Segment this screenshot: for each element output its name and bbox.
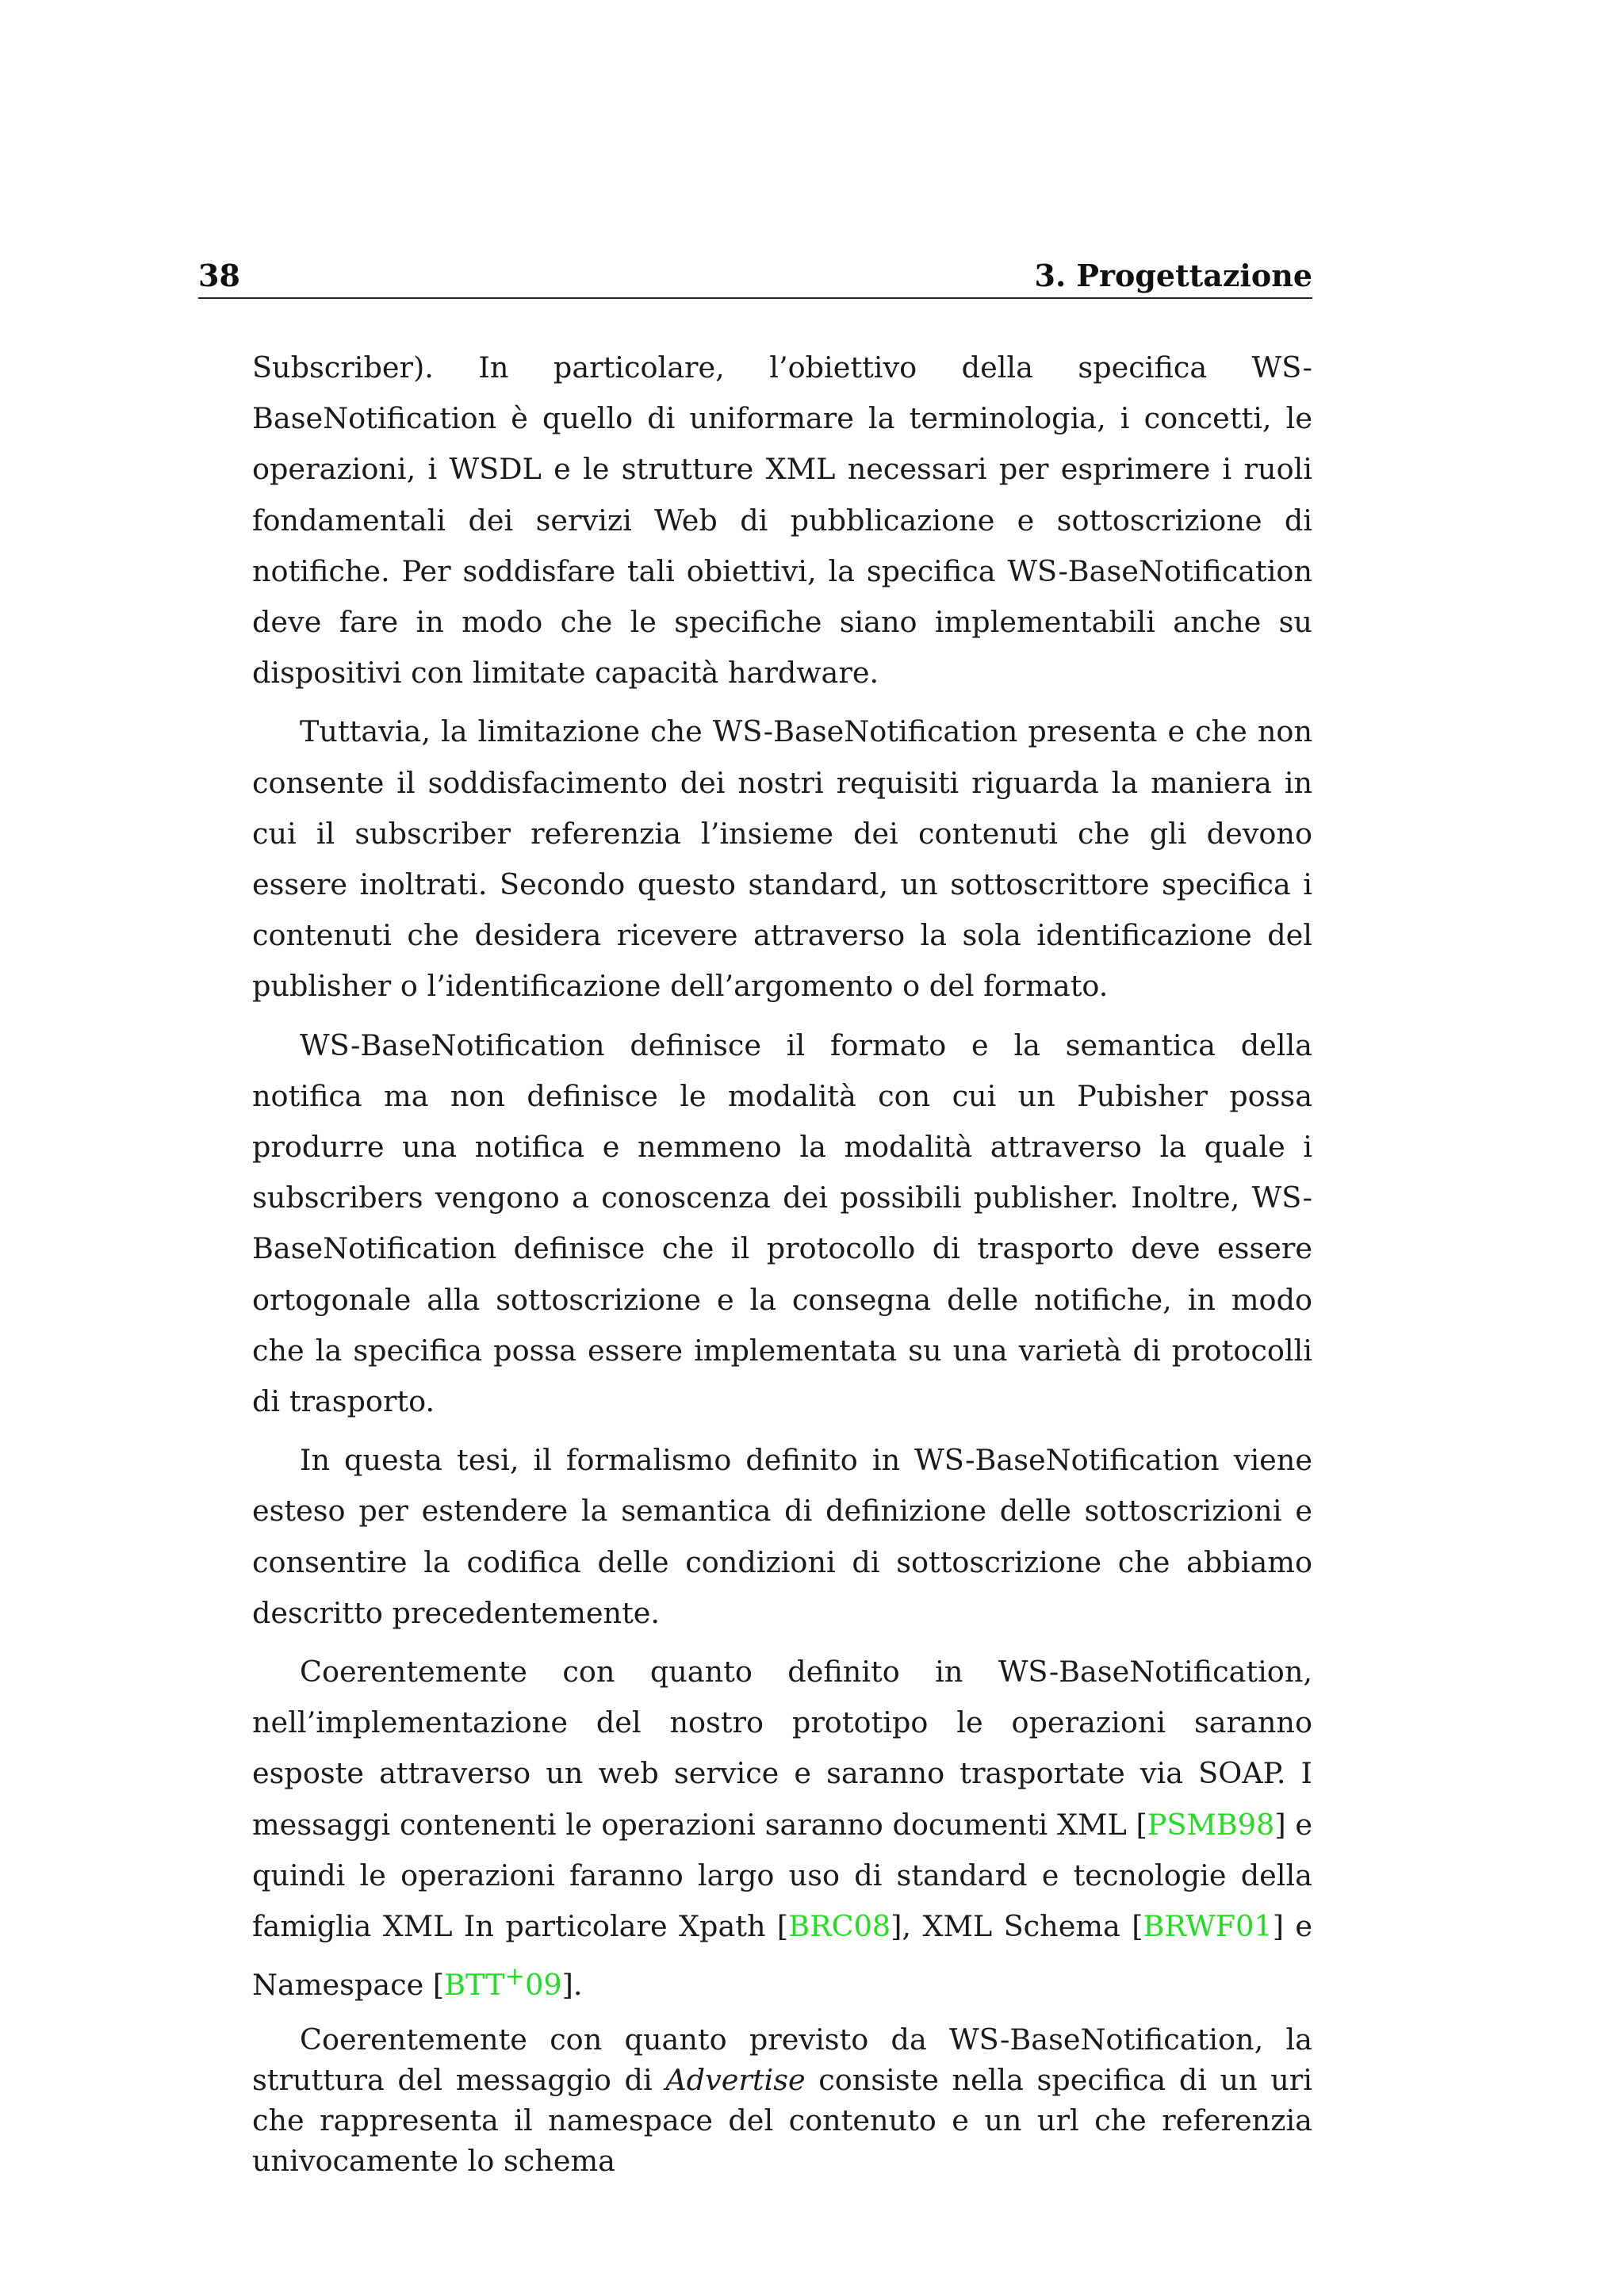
paragraph-1: Subscriber). In particolare, l’obiettivo della specifica WS-BaseNotification è quello di uniformare la terminologia, i concetti, le operazioni, i WSDL e le strutture XML necessari per esprimere i ruoli fondamentali dei servizi Web di pubblicazione e sottoscrizione di notifiche. Per soddisfare tali obiettivi, la specifica WS-BaseNotification deve fare in modo che le specifiche siano implementabili anche su dispositivi con limitate capacità hardware.	[252, 350, 1312, 691]
citation-link-psmb98[interactable]: PSMB98	[1147, 1807, 1275, 1842]
body-text	[252, 342, 1312, 2189]
citation-btt-year: 09	[525, 1968, 562, 2003]
paragraph-6-text-a: Coerentemente con quanto previsto da WS-BaseNotification, la struttura del messaggio di	[252, 2022, 1312, 2097]
header-rule	[198, 297, 1312, 299]
paragraph-5-text-d: ] e Namespace [	[252, 1909, 1313, 2003]
chapter-title: 3. Progettazione	[1034, 258, 1312, 293]
paragraph-5-text-b: ] e quindi le operazioni faranno largo uso di standard e tecnologie della famiglia XML In particolare Xpath [	[252, 1807, 1313, 1944]
paragraph-2: Tuttavia, la limitazione che WS-BaseNotification presenta e che non consente il soddisfacimento dei nostri requisiti riguarda la maniera in cui il subscriber referenzia l’insieme dei contenuti che gli devono essere inoltrati. Secondo questo standard, un sottoscrittore specifica i contenuti che desidera ricevere attraverso la sola identificazione del publisher o l’identificazione dell’argomento o del formato.	[252, 714, 1312, 1004]
paragraph-5	[252, 1647, 1312, 2011]
citation-btt-superscript: +	[504, 1963, 526, 1992]
paragraph-6-text-b: consiste nella specifica di un uri che rappresenta il namespace del contenuto e un url che referenzia univocamente lo schema	[252, 2062, 1312, 2178]
paragraph-4: In questa tesi, il formalismo definito in WS-BaseNotification viene esteso per estendere la semantica di definizione delle sottoscrizioni e consentire la codifica delle condizioni di sottoscrizione che abbiamo descritto precedentemente.	[252, 1443, 1312, 1630]
citation-link-brwf01[interactable]: BRWF01	[1143, 1909, 1273, 1944]
page-number: 38	[198, 258, 240, 293]
paragraph-5-text-e: ].	[561, 1968, 583, 2003]
citation-link-btt09[interactable]	[444, 1963, 562, 2003]
citation-btt-base: BTT	[444, 1968, 505, 2003]
paragraph-5-text-c: ], XML Schema [	[891, 1909, 1143, 1944]
paragraph-5-text-a: Coerentemente con quanto definito in WS-BaseNotification, nell’implementazione del nostro prototipo le operazioni saranno esposte attraverso un web service e saranno trasportate via SOAP. I messaggi contenenti le operazioni saranno documenti XML [	[252, 1655, 1312, 1842]
citation-link-brc08[interactable]: BRC08	[788, 1909, 891, 1944]
paragraph-6	[252, 2019, 1312, 2181]
advertise-term: Advertise	[665, 2062, 806, 2097]
running-header	[198, 252, 1312, 300]
paragraph-3: WS-BaseNotification definisce il formato e la semantica della notifica ma non definisce le modalità con cui un Pubisher possa produrre una notifica e nemmeno la modalità attraverso la quale i subscribers vengono a conoscenza dei possibili publisher. Inoltre, WS-BaseNotification definisce che il protocollo di trasporto deve essere ortogonale alla sottoscrizione e la consegna delle notifiche, in modo che la specifica possa essere implementata su una varietà di protocolli di trasporto.	[252, 1027, 1312, 1419]
